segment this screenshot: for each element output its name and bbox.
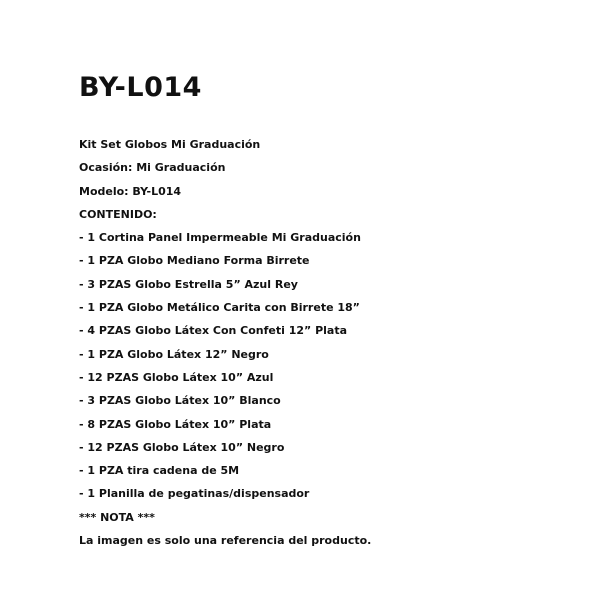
content-item: - 1 PZA Globo Látex 12” Negro xyxy=(79,347,269,361)
content-item: - 1 PZA Globo Metálico Carita con Birrete 18” xyxy=(79,301,360,315)
content-item: - 3 PZAS Globo Estrella 5” Azul Rey xyxy=(79,277,298,291)
line-model: Modelo: BY-L014 xyxy=(79,184,182,198)
product-code-title: BY-L014 xyxy=(79,72,202,103)
content-item: - 12 PZAS Globo Látex 10” Negro xyxy=(79,440,285,454)
note-text: La imagen es solo una referencia del producto. xyxy=(79,534,372,548)
content-item: - 1 Planilla de pegatinas/dispensador xyxy=(79,487,310,501)
line-kit-name: Kit Set Globos Mi Graduación xyxy=(79,138,261,151)
line-contents-heading: CONTENIDO: xyxy=(79,207,157,221)
content-item: - 8 PZAS Globo Látex 10” Plata xyxy=(79,417,272,431)
content-item: - 12 PZAS Globo Látex 10” Azul xyxy=(79,370,274,384)
content-item: - 4 PZAS Globo Látex Con Confeti 12” Plata xyxy=(79,324,348,338)
content-item: - 1 PZA tira cadena de 5M xyxy=(79,464,240,478)
content-item: - 3 PZAS Globo Látex 10” Blanco xyxy=(79,394,281,408)
content-item: - 1 Cortina Panel Impermeable Mi Graduación xyxy=(79,231,361,245)
product-description xyxy=(79,133,371,552)
content-item: - 1 PZA Globo Mediano Forma Birrete xyxy=(79,254,310,268)
note-heading: *** NOTA *** xyxy=(79,510,155,524)
line-occasion: Ocasión: Mi Graduación xyxy=(79,161,226,175)
